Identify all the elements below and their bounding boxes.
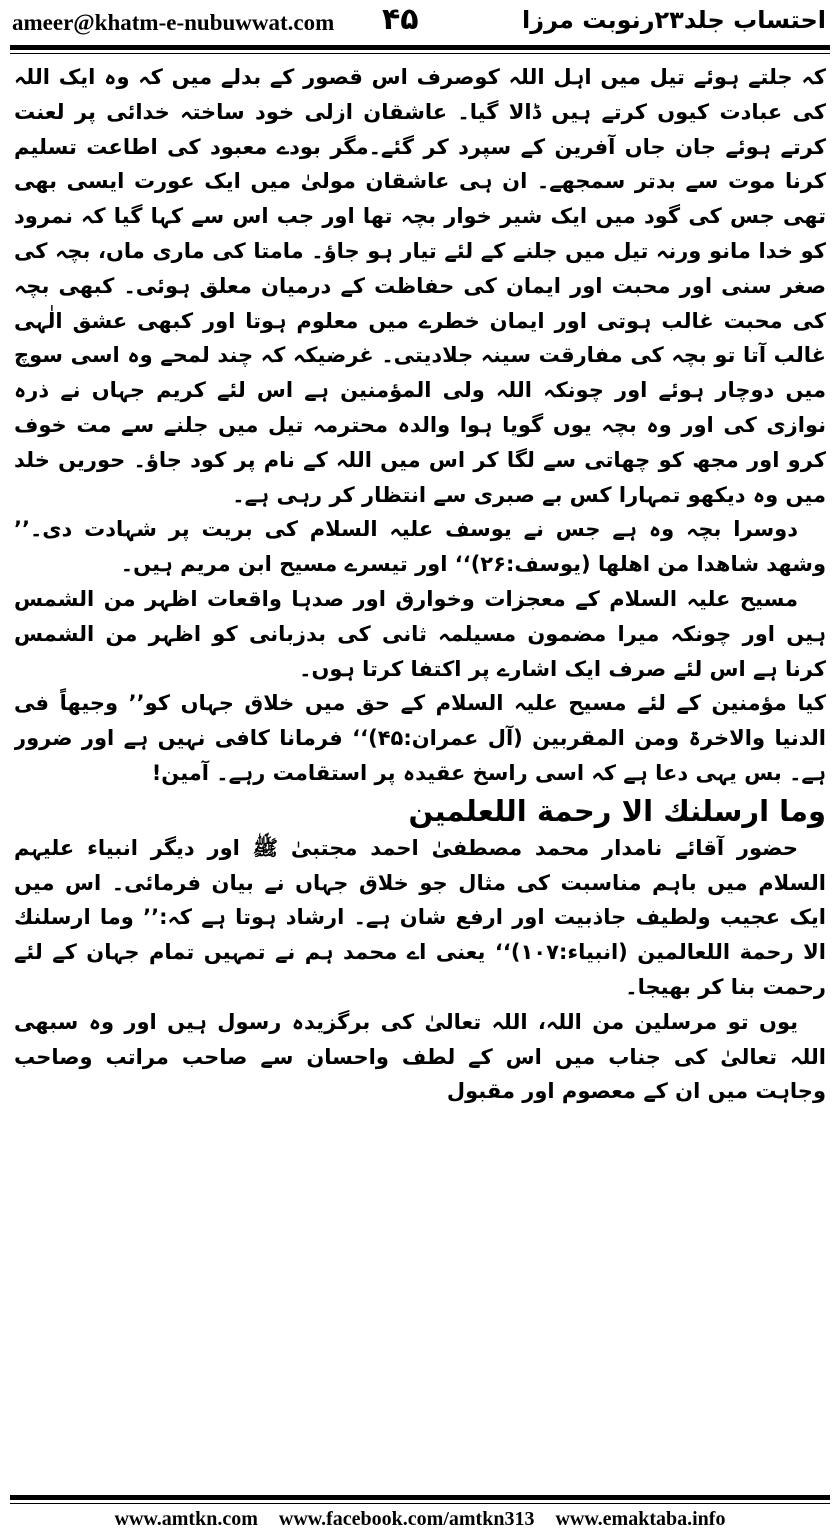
header-rule-thick: [10, 45, 830, 50]
section-heading: وما ارسلنك الا رحمة اللعلمين: [408, 793, 826, 828]
page-number: ۴۵: [382, 2, 419, 37]
paragraph-1: کہ جلتے ہوئے تیل میں اہل اللہ کوصرف اس قصور کے بدلے میں کہ وہ ایک اللہ کی عبادت کیوں کرتے ہیں ڈالا گیا۔ عاشقان ازلی خود ساختہ خدائی پر لعنت کرتے ہوئے جان جاں آفرین کے سپرد کر گئے۔مگر بودے معبود کی اطاعت تسلیم کرنا موت سے بدتر سمجھے۔ ان ہی عاشقان مولیٰ میں ایک عورت ایسی بھی تھی جس کی گود میں ایک شیر خوار بچہ تھا اور جب اس سے کہا گیا کہ نمرود کو خدا مانو ورنہ تیل میں جلنے کے لئے تیار ہو جاؤ۔ مامتا کی ماری ماں، بچہ کی صغر سنی اور محبت اور ایمان کی حفاظت کے درمیان معلق ہوئی۔ کبھی بچہ کی محبت غالب ہوتی اور ایمان خطرے میں معلوم ہوتا اور کبھی عشق الٰہی غالب آتا تو بچہ کی مفارقت سینہ جلادیتی۔ غرضیکہ کہ چند لمحے وہ اسی سوچ میں دوچار ہوئے اور چونکہ اللہ ولی المؤمنین ہے اس لئے کریم جہاں نے ذرہ نوازی کی اور وہ بچہ یوں گویا ہوا والدہ محترمہ تیل میں جلنے سے مت خوف کرو اور مجھ کو چھاتی سے لگا کر اس میں اللہ کے نام پر کود جاؤ۔ حوریں خلد میں وہ دیکھو تمہارا کس بے صبری سے انتظار کر رہی ہے۔: [14, 65, 826, 507]
paragraph-3: مسیح علیہ السلام کے معجزات وخوارق اور صدہا واقعات اظہر من الشمس ہیں اور چونکہ میرا مضمون مسیلمہ ثانی کی بدزبانی کو اظہر من الشمس کرنا ہے اس لئے صرف ایک اشارے پر اکتفا کرتا ہوں۔: [14, 586, 826, 681]
footer-link-facebook[interactable]: www.facebook.com/amtkn313: [278, 1508, 535, 1530]
paragraph-6: یوں تو مرسلین من اللہ، اللہ تعالیٰ کی برگزیدہ رسول ہیں اور وہ سبھی اللہ تعالیٰ کی جناب میں اس کے لطف واحسان سے صاحب مراتب وصاحب وجاہت میں ان کے معصوم اور مقبول: [14, 1009, 826, 1104]
footer-rule-thick: [10, 1495, 830, 1500]
page-footer: [0, 1508, 840, 1531]
footer-link-emaktaba[interactable]: www.emaktaba.info: [555, 1508, 726, 1530]
paragraph-4: کیا مؤمنین کے لئے مسیح علیہ السلام کے حق میں خلاق جہاں کو’’ وجیھاً فی الدنیا والاخرۃ ومن المقربین (آل عمران:۴۵)‘‘ فرمانا کافی نہیں ہے اور ضرور ہے۔ بس یہی دعا ہے کہ اسی راسخ عقیدہ پر استقامت رہے۔ آمین!: [14, 691, 826, 785]
header-email[interactable]: ameer@khatm-e-nubuwwat.com: [12, 10, 335, 35]
page-body: [14, 60, 826, 1488]
footer-link-amtkn[interactable]: www.amtkn.com: [114, 1508, 258, 1530]
running-head: احتساب جلد۲۳رنوبت مرزا: [522, 6, 826, 34]
paragraph-5: حضور آقائے نامدار محمد مصطفیٰ احمد مجتبیٰ ﷺ اور دیگر انبیاء علیہم السلام میں باہم مناسبت کی مثال جو خلاق جہاں نے بیان فرمائی۔ اس میں ایک عجیب ولطیف جاذبیت اور ارفع شان ہے۔ ارشاد ہوتا ہے کہ:’’ وما ارسلنك الا رحمة اللعالمين (انبیاء:۱۰۷)‘‘ یعنی اے محمد ہم نے تمہیں تمام جہان کے لئے رحمت بنا کر بھیجا۔: [14, 835, 826, 999]
header-rule-thin: [10, 53, 830, 54]
page-header: [0, 0, 840, 46]
footer-rule-thin: [10, 1503, 830, 1504]
paragraph-2: دوسرا بچہ وہ ہے جس نے یوسف علیہ السلام کی بریت پر شہادت دی۔’’ وشھد شاھدا من اھلھا (یوسف:۲۶)‘‘ اور تیسرے مسیح ابن مریم ہیں۔: [14, 517, 826, 577]
